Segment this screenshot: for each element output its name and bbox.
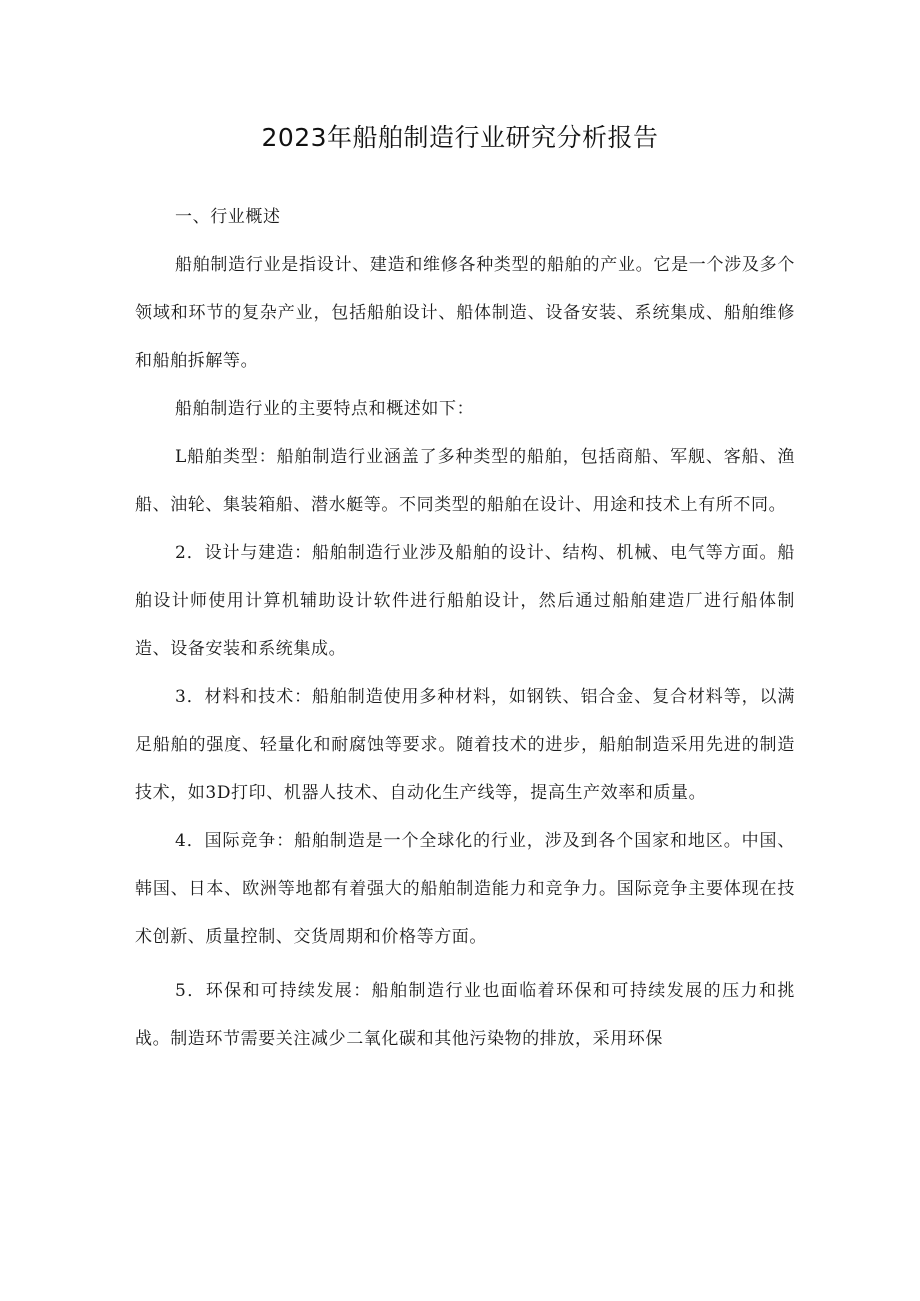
paragraph-overview: 船舶制造行业是指设计、建造和维修各种类型的船舶的产业。它是一个涉及多个领域和环节的复杂产业，包括船舶设计、船体制造、设备安装、系统集成、船舶维修和船舶拆解等。 (135, 255, 795, 371)
paragraph-materials-tech: 3．材料和技术：船舶制造使用多种材料，如钢铁、铝合金、复合材料等，以满足船舶的强度、轻量化和耐腐蚀等要求。随着技术的进步，船舶制造采用先进的制造技术，如3D打印、机器人技术、自动化生产线等，提高生产效率和质量。 (135, 687, 795, 803)
paragraph-ship-types: L船舶类型：船舶制造行业涵盖了多种类型的船舶，包括商船、军舰、客船、渔船、油轮、集装箱船、潜水艇等。不同类型的船舶在设计、用途和技术上有所不同。 (135, 447, 795, 515)
paragraph-environmental: 5．环保和可持续发展：船舶制造行业也面临着环保和可持续发展的压力和挑战。制造环节需要关注减少二氧化碳和其他污染物的排放，采用环保 (135, 981, 795, 1049)
document-title: 2023年船舶制造行业研究分析报告 (261, 123, 659, 152)
section-heading: 一、行业概述 (175, 207, 281, 227)
paragraph-international-competition: 4．国际竞争：船舶制造是一个全球化的行业，涉及到各个国家和地区。中国、韩国、日本、欧洲等地都有着强大的船舶制造能力和竞争力。国际竞争主要体现在技术创新、质量控制、交货周期和价格等方面。 (135, 831, 795, 947)
paragraph-design-build: 2．设计与建造：船舶制造行业涉及船舶的设计、结构、机械、电气等方面。船舶设计师使用计算机辅助设计软件进行船舶设计，然后通过船舶建造厂进行船体制造、设备安装和系统集成。 (135, 543, 795, 659)
paragraph-features-intro: 船舶制造行业的主要特点和概述如下： (175, 399, 475, 419)
document-body (135, 193, 795, 1063)
